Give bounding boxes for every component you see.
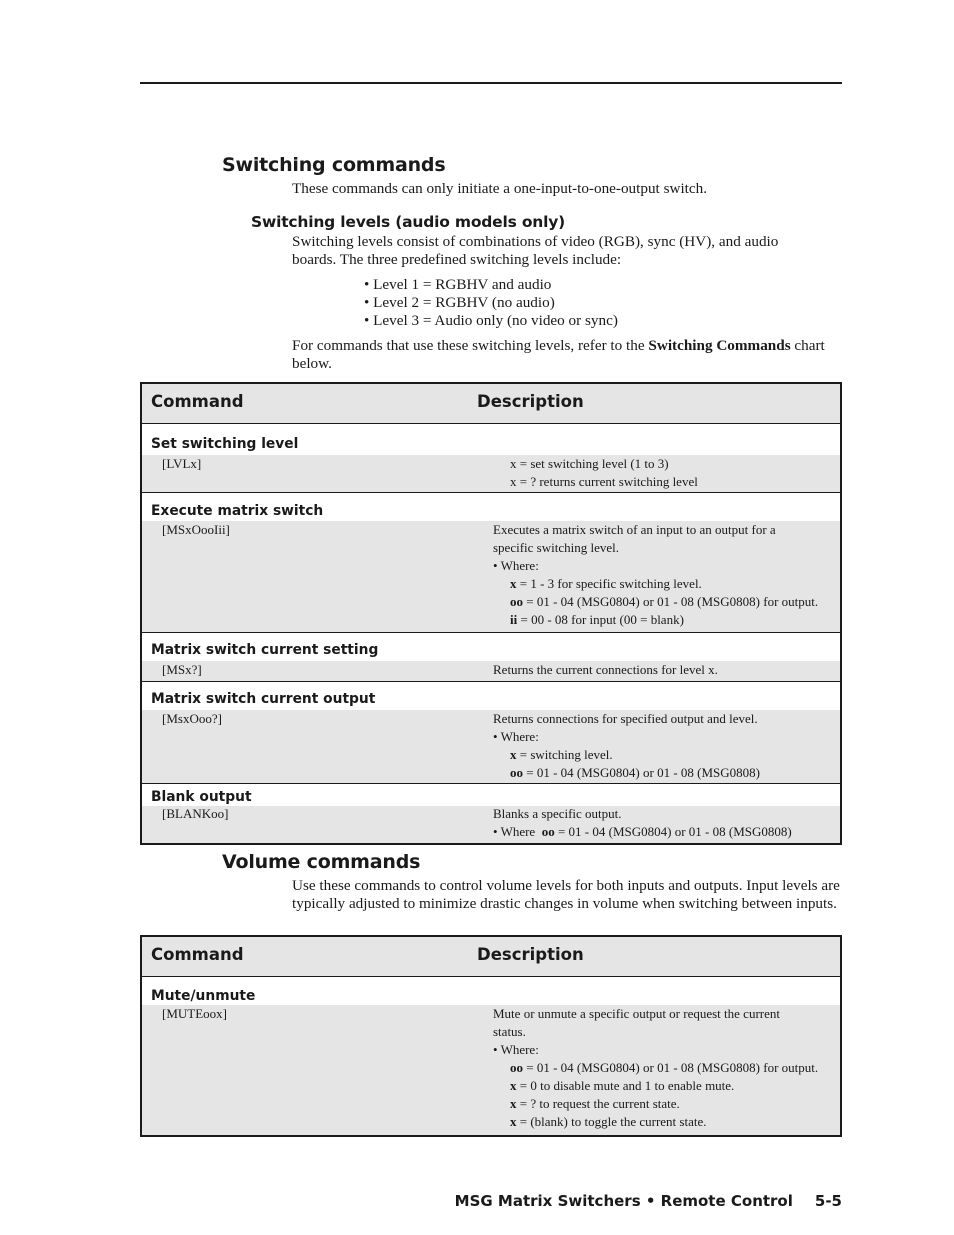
level-2-item: • Level 2 = RGBHV (no audio) [364,294,555,311]
description-line: oo = 01 - 04 (MSG0804) or 01 - 08 (MSG0808) for output. [510,1060,819,1075]
group-band [142,806,840,843]
group-title: Mute/unmute [151,988,256,1004]
reference-prefix: For commands that use these switching levels, refer to the [292,337,649,354]
description-line: • Where: [493,1042,539,1057]
group-title: Execute matrix switch [151,503,324,519]
command-code: [MUTEoox] [162,1006,227,1021]
description-line: x = set switching level (1 to 3) [510,456,669,471]
group-title: Matrix switch current output [151,691,376,707]
group-separator [142,632,840,633]
group-title: Set switching level [151,436,299,452]
volume-paragraph: Use these commands to control volume levels for both inputs and outputs. Input levels are typically adjusted to minimize drastic changes in volume when switching between inputs. [292,877,840,912]
levels-paragraph: Switching levels consist of combinations of video (RGB), sync (HV), and audio boards. The three predefined switching levels include: [292,233,779,268]
command-code: [MSxOooIii] [162,522,230,537]
section-heading-volume: Volume commands [222,851,421,873]
description-line: oo = 01 - 04 (MSG0804) or 01 - 08 (MSG0808) for output. [510,594,819,609]
description-line: Executes a matrix switch of an input to an output for a [493,522,776,537]
description-line: • Where: [493,729,539,744]
group-band [142,521,840,632]
group-title: Blank output [151,789,252,805]
subheading-switching-levels: Switching levels (audio models only) [251,213,566,231]
description-line: specific switching level. [493,540,619,555]
column-header-description: Description [477,392,584,411]
description-line: Blanks a specific output. [493,806,622,821]
description-line: • Where: [493,558,539,573]
description-line: • Where oo = 01 - 04 (MSG0804) or 01 - 08 (MSG0808) [493,824,792,839]
reference-bold: Switching Commands [648,337,791,354]
column-header-command: Command [151,945,244,964]
volume-commands-table [140,935,842,1137]
command-code: [BLANKoo] [162,806,229,821]
table-header [142,937,840,977]
column-header-command: Command [151,392,244,411]
description-line: x = switching level. [510,747,613,762]
command-code: [LVLx] [162,456,202,471]
description-line: Returns the current connections for level x. [493,662,718,677]
description-line: oo = 01 - 04 (MSG0804) or 01 - 08 (MSG0808) [510,765,760,780]
group-band [142,455,840,492]
group-title: Matrix switch current setting [151,642,379,658]
top-rule [140,82,842,84]
column-header-description: Description [477,945,584,964]
page-footer [455,1192,842,1210]
section-heading-switching: Switching commands [222,154,446,176]
switching-intro: These commands can only initiate a one-input-to-one-output switch. [292,180,708,197]
description-line: x = 1 - 3 for specific switching level. [510,576,702,591]
level-1-item: • Level 1 = RGBHV and audio [364,276,552,293]
reference-paragraph [292,337,832,373]
group-separator [142,783,840,784]
group-band [142,710,840,783]
description-line: status. [493,1024,526,1039]
command-code: [MSx?] [162,662,202,677]
group-separator [142,681,840,682]
page-number: 5-5 [814,1192,842,1210]
group-band [142,661,840,681]
description-line: ii = 00 - 08 for input (00 = blank) [510,612,684,627]
description-line: x = ? returns current switching level [510,474,698,489]
command-code: [MsxOoo?] [162,711,222,726]
description-line: x = 0 to disable mute and 1 to enable mute. [510,1078,735,1093]
group-separator [142,492,840,493]
group-band [142,1005,840,1135]
footer-title: MSG Matrix Switchers • Remote Control [454,1192,793,1210]
description-line: x = ? to request the current state. [510,1096,680,1111]
description-line: Returns connections for specified output and level. [493,711,758,726]
levels-bullet-list [364,276,618,330]
description-line: x = (blank) to toggle the current state. [510,1114,707,1129]
description-line: Mute or unmute a specific output or request the current [493,1006,780,1021]
switching-commands-table [140,382,842,845]
reference-suffix: chart below. [292,337,825,372]
table-header [142,384,840,424]
level-3-item: • Level 3 = Audio only (no video or sync) [364,312,618,329]
